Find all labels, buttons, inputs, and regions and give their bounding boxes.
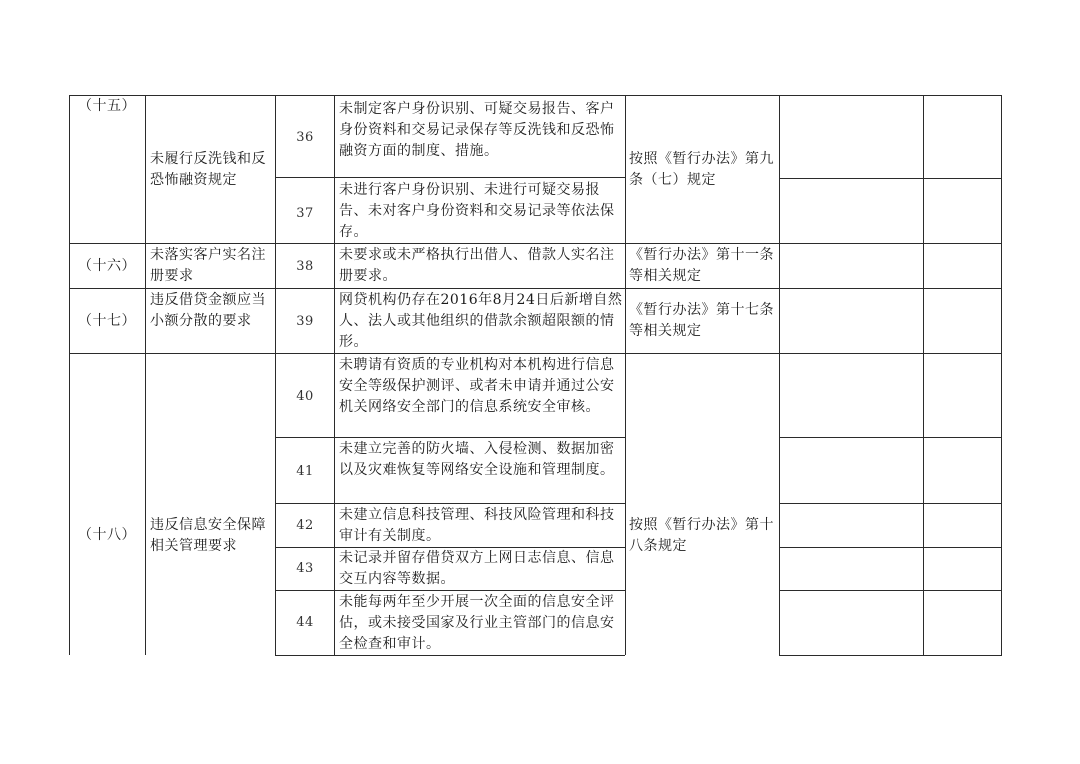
- row-border: [69, 353, 1002, 354]
- violation-category: 违反借贷金额应当小额分散的要求: [150, 292, 266, 329]
- row-border: [275, 590, 625, 591]
- violation-category: 未落实客户实名注册要求: [150, 247, 266, 284]
- item-number: 39: [296, 314, 314, 329]
- col-border: [69, 95, 70, 655]
- item-description: 未建立信息科技管理、科技风险管理和科技审计有关制度。: [339, 507, 615, 544]
- item-number: 41: [296, 464, 314, 479]
- item-number: 36: [296, 130, 314, 145]
- item-number: 42: [296, 518, 314, 533]
- legal-basis: 按照《暂行办法》第九条（七）规定: [629, 151, 774, 188]
- row-border: [275, 655, 625, 656]
- section-number: （十五）: [78, 98, 136, 114]
- section-number: （十八）: [78, 527, 136, 543]
- item-description: 未建立完善的防火墙、入侵检测、数据加密以及灾难恢复等网络安全设施和管理制度。: [339, 441, 615, 478]
- row-border: [69, 243, 1002, 244]
- item-description: 未聘请有资质的专业机构对本机构进行信息安全等级保护测评、或者未申请并通过公安机关网络安全部门的信息系统安全审核。: [339, 357, 615, 415]
- row-border: [275, 177, 625, 178]
- row-border: [779, 503, 1002, 504]
- item-description: 网贷机构仍存在2016年8月24日后新增自然人、法人或其他组织的借款余额超限额的情形。: [339, 292, 623, 350]
- row-border: [779, 590, 1002, 591]
- row-border: [69, 288, 1002, 289]
- col-border: [1001, 95, 1002, 655]
- item-number: 43: [296, 561, 314, 576]
- item-number: 37: [296, 206, 314, 221]
- item-number: 38: [296, 259, 314, 274]
- col-border: [145, 95, 146, 655]
- row-border: [779, 178, 1002, 179]
- violation-category: 未履行反洗钱和反恐怖融资规定: [150, 151, 266, 188]
- item-description: 未能每两年至少开展一次全面的信息安全评估，或未接受国家及行业主管部门的信息安全检查和审计。: [339, 594, 615, 652]
- item-description: 未记录并留存借贷双方上网日志信息、信息交互内容等数据。: [339, 550, 615, 587]
- legal-basis: 《暂行办法》第十一条等相关规定: [629, 247, 774, 284]
- col-border: [625, 95, 626, 655]
- row-border: [275, 503, 625, 504]
- row-border: [779, 655, 1002, 656]
- section-number: （十六）: [78, 258, 136, 274]
- item-description: 未进行客户身份识别、未进行可疑交易报告、未对客户身份资料和交易记录等依法保存。: [339, 182, 615, 240]
- row-border: [275, 437, 625, 438]
- col-border: [779, 95, 780, 655]
- item-number: 40: [296, 389, 314, 404]
- col-border: [923, 95, 924, 655]
- col-border: [334, 95, 335, 655]
- section-number: （十七）: [78, 313, 136, 329]
- legal-basis: 按照《暂行办法》第十八条规定: [629, 517, 774, 554]
- row-border: [69, 95, 1002, 96]
- legal-basis: 《暂行办法》第十七条等相关规定: [629, 302, 774, 339]
- item-description: 未要求或未严格执行出借人、借款人实名注册要求。: [339, 247, 615, 284]
- violation-category: 违反信息安全保障相关管理要求: [150, 517, 266, 554]
- row-border: [779, 437, 1002, 438]
- item-description: 未制定客户身份识别、可疑交易报告、客户身份资料和交易记录保存等反洗钱和反恐怖融资方面的制度、措施。: [339, 101, 615, 159]
- item-number: 44: [296, 615, 314, 630]
- row-border: [779, 547, 1002, 548]
